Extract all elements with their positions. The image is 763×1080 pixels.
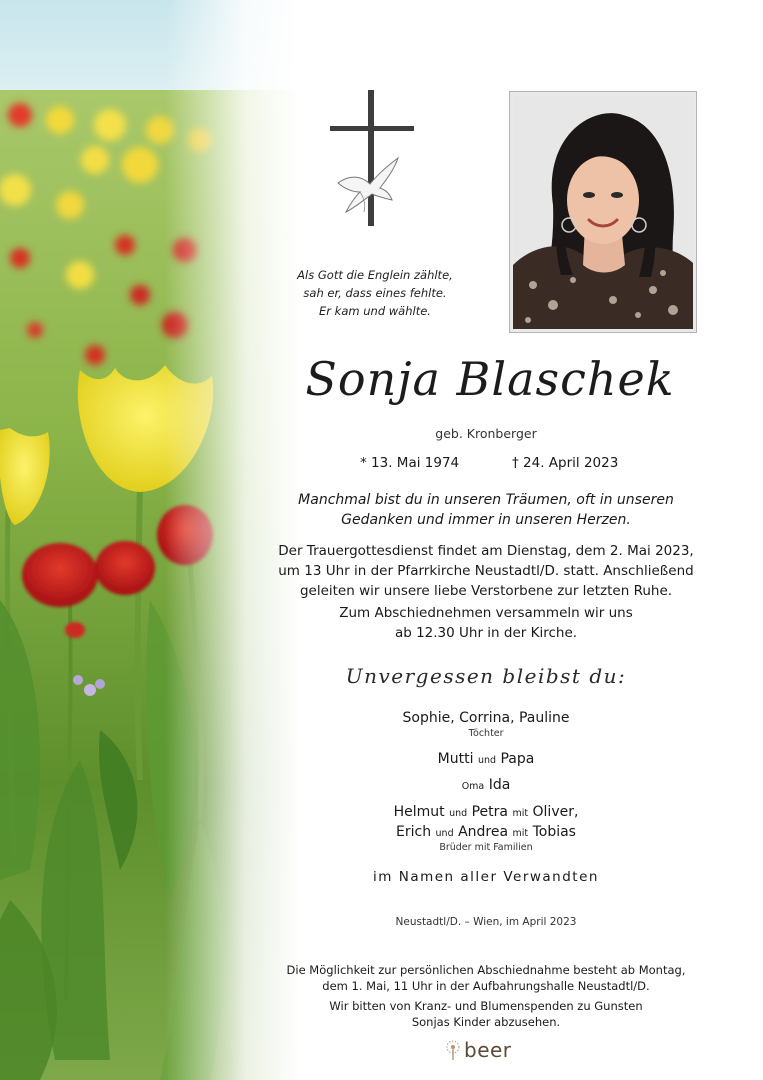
- mourner-daughters: Sophie, Corrina, Pauline: [402, 710, 570, 726]
- all-relatives-line: im Namen aller Verwandten: [373, 869, 599, 885]
- memorial-quote: [260, 490, 712, 530]
- service-line: Der Trauergottesdienst findet am Dienstag, dem 2. Mai 2023,: [278, 543, 694, 559]
- tulip-field-image: [0, 0, 300, 1080]
- mourner-name: Andrea: [458, 824, 509, 840]
- mourner-parents: [260, 750, 712, 770]
- flower-note-line: Sonjas Kinder abzusehen.: [411, 1015, 561, 1029]
- mourner-name: Oliver,: [532, 804, 579, 820]
- mourner-name: Papa: [500, 751, 535, 767]
- gathering-info: [260, 603, 712, 643]
- unforgotten-heading: Unvergessen bleibst du:: [345, 664, 627, 688]
- mourner-name: Petra: [471, 804, 508, 820]
- gathering-line: ab 12.30 Uhr in der Kirche.: [394, 625, 578, 641]
- service-line: geleiten wir unsere liebe Verstorbene zur letzten Ruhe.: [299, 583, 673, 599]
- place-and-date: Neustadtl/D. – Wien, im April 2023: [395, 916, 577, 928]
- poem: [270, 266, 480, 320]
- deceased-name: Sonja Blaschek: [305, 352, 675, 406]
- poem-line: sah er, dass eines fehlte.: [303, 286, 447, 300]
- death-date: † 24. April 2023: [512, 455, 619, 471]
- mourner-name: Erich: [396, 824, 432, 840]
- quote-line: Gedanken und immer in unseren Herzen.: [341, 512, 631, 528]
- logo-text: beer: [464, 1038, 512, 1062]
- portrait-photo: [513, 95, 693, 329]
- mourner-brother-family-1: [260, 803, 712, 823]
- mourner-name: Helmut: [393, 804, 445, 820]
- cross-with-dove-icon: [320, 88, 425, 233]
- flower-donation-note: [260, 998, 712, 1030]
- service-line: um 13 Uhr in der Pfarrkirche Neustadtl/D. statt. Anschließend: [278, 563, 694, 579]
- maiden-name: geb. Kronberger: [435, 426, 537, 441]
- funeral-home-logo: [444, 1038, 512, 1062]
- quote-line: Manchmal bist du in unseren Träumen, oft in unseren: [298, 492, 674, 508]
- connector-word: mit: [512, 828, 529, 839]
- mourner-name: Ida: [488, 777, 511, 793]
- mourner-name: Mutti: [437, 751, 474, 767]
- mourner-brother-family-2: [260, 823, 712, 843]
- mourner-name: Tobias: [532, 824, 576, 840]
- mourner-grandmother: [260, 776, 712, 796]
- viewing-line: dem 1. Mai, 11 Uhr in der Aufbahrungshalle Neustadtl/D.: [322, 979, 650, 993]
- poem-line: Er kam und wählte.: [319, 304, 431, 318]
- portrait-frame: [509, 91, 697, 333]
- connector-word: und: [449, 808, 468, 819]
- birth-date: * 13. Mai 1974: [360, 455, 460, 471]
- connector-word: mit: [512, 808, 529, 819]
- gathering-line: Zum Abschiednehmen versammeln wir uns: [339, 605, 633, 621]
- flower-note-line: Wir bitten von Kranz- und Blumenspenden zu Gunsten: [329, 999, 643, 1013]
- funeral-service-info: [260, 541, 712, 601]
- mourner-role-daughters: Töchter: [468, 728, 504, 739]
- connector-word: und: [435, 828, 454, 839]
- relation-prefix: Oma: [461, 781, 485, 792]
- dandelion-icon: [444, 1039, 462, 1061]
- viewing-info: [260, 962, 712, 994]
- connector-word: und: [477, 755, 497, 766]
- mourner-role-brothers: Brüder mit Familien: [439, 842, 533, 853]
- poem-line: Als Gott die Englein zählte,: [297, 268, 453, 282]
- viewing-line: Die Möglichkeit zur persönlichen Abschiednahme besteht ab Montag,: [286, 963, 686, 977]
